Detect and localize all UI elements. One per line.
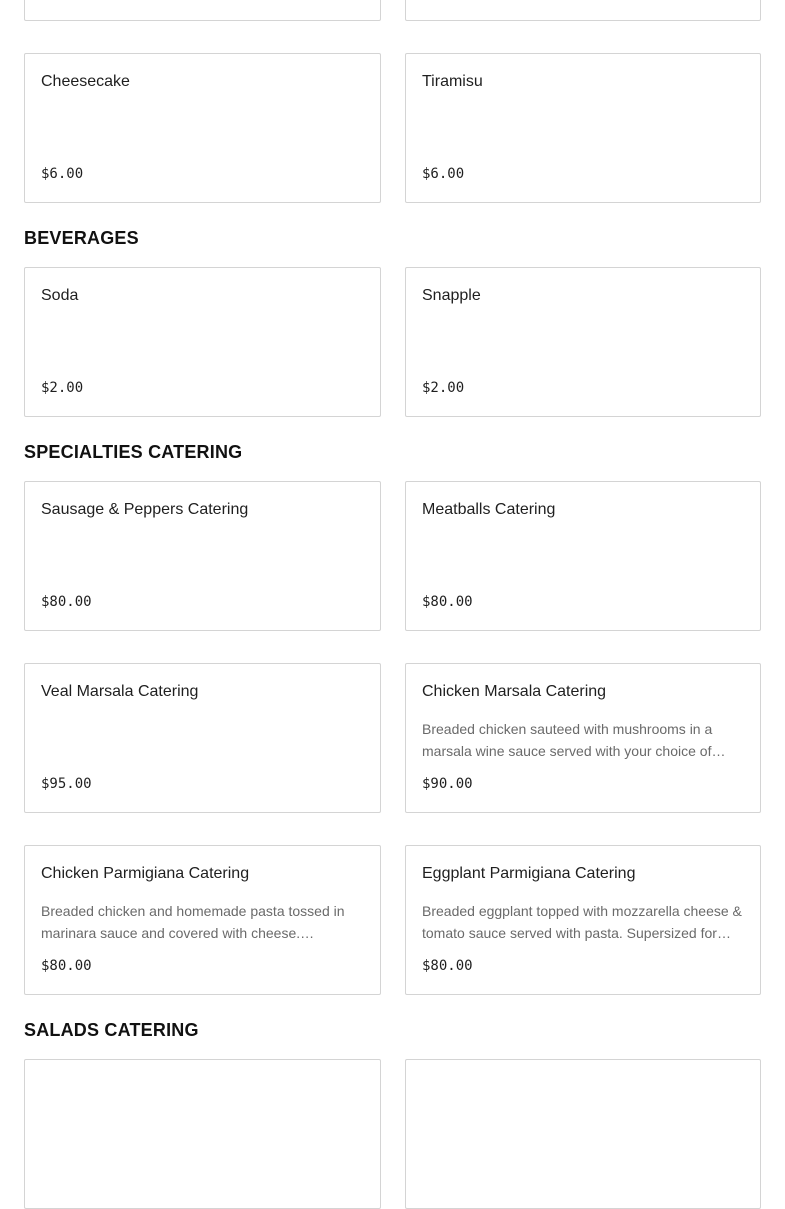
item-description: Breaded chicken sauteed with mushrooms in a marsala wine sauce served with your choice of: [422, 721, 713, 759]
item-name: Veal Marsala Catering: [41, 683, 199, 700]
item-price: $80.00: [422, 958, 473, 974]
menu-item-card-tiramisu[interactable]: [405, 53, 761, 203]
menu-item-card-snapple[interactable]: [405, 267, 761, 417]
item-name: Snapple: [422, 287, 481, 304]
item-name: Sausage & Peppers Catering: [41, 501, 249, 518]
item-name: Tiramisu: [422, 73, 483, 90]
section-title-specialties-catering: SPECIALTIES CATERING: [24, 442, 243, 462]
item-name: Chicken Marsala Catering: [422, 683, 607, 700]
menu-item-card-sausage-peppers-catering[interactable]: [24, 481, 381, 631]
item-name: Soda: [41, 287, 79, 304]
item-price: $80.00: [422, 594, 473, 610]
menu-item-card[interactable]: [405, 0, 761, 21]
item-price: $80.00: [41, 594, 92, 610]
item-price: $95.00: [41, 776, 92, 792]
item-name: Meatballs Catering: [422, 501, 556, 518]
menu-item-card-cheesecake[interactable]: [24, 53, 381, 203]
section-title-salads-catering: SALADS CATERING: [24, 1020, 199, 1040]
item-description: Breaded chicken and homemade pasta tossed in marinara sauce and covered with cheese.: [41, 903, 345, 941]
item-price: $90.00: [422, 776, 473, 792]
menu-item-card[interactable]: [24, 0, 381, 21]
item-description: Breaded eggplant topped with mozzarella cheese & tomato sauce served with pasta. Supersized for: [422, 903, 742, 941]
item-name: Cheesecake: [41, 73, 130, 90]
menu-item-card-chicken-parmigiana-catering[interactable]: [24, 845, 381, 995]
menu-item-card-eggplant-parmigiana-catering[interactable]: [405, 845, 761, 995]
menu-item-card-chicken-marsala-catering[interactable]: [405, 663, 761, 813]
item-name: Eggplant Parmigiana Catering: [422, 865, 636, 882]
item-price: $6.00: [422, 166, 465, 182]
menu-item-card-veal-marsala-catering[interactable]: [24, 663, 381, 813]
section-title-beverages: BEVERAGES: [24, 228, 139, 248]
item-price: $80.00: [41, 958, 92, 974]
menu-item-card-meatballs-catering[interactable]: [405, 481, 761, 631]
menu-item-card-soda[interactable]: [24, 267, 381, 417]
item-price: $6.00: [41, 166, 84, 182]
item-name: Chicken Parmigiana Catering: [41, 865, 250, 882]
item-price: $2.00: [41, 380, 84, 396]
item-price: $2.00: [422, 380, 465, 396]
